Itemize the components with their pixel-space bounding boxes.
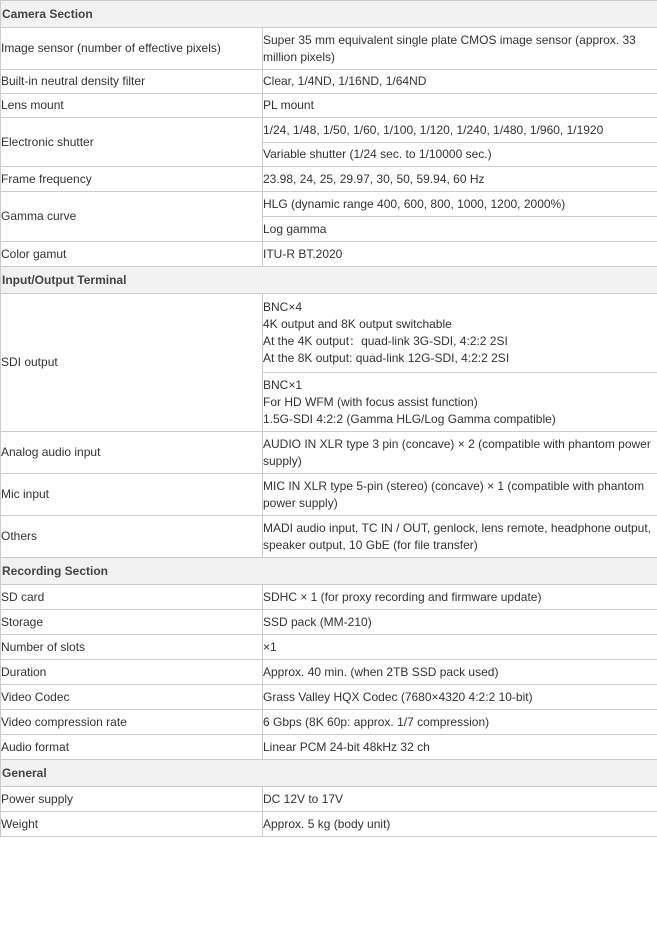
spec-value: Approx. 40 min. (when 2TB SSD pack used) [263,660,657,685]
table-row [1,610,657,635]
spec-value: Approx. 5 kg (body unit) [263,812,657,837]
spec-value: AUDIO IN XLR type 3 pin (concave) × 2 (compatible with phantom power supply) [263,432,657,474]
spec-line: For HD WFM (with focus assist function) [263,394,478,409]
spec-label: Others [1,516,263,558]
spec-value: SSD pack (MM-210) [263,610,657,635]
table-row [1,585,657,610]
spec-value: Linear PCM 24-bit 48kHz 32 ch [263,735,657,760]
spec-line: BNC×4 [263,300,303,314]
spec-label: Frame frequency [1,167,263,192]
table-row [1,735,657,760]
table-row [1,70,657,94]
table-row [1,787,657,812]
spec-value: 1/24, 1/48, 1/50, 1/60, 1/100, 1/120, 1/240, 1/480, 1/960, 1/1920 [263,118,657,143]
table-row [1,474,657,516]
spec-value: Log gamma [263,217,657,242]
spec-label: Audio format [1,735,263,760]
table-row [1,635,657,660]
section-title: Input/Output Terminal [1,267,657,294]
table-row [1,94,657,118]
spec-value-sdi-block1 [263,294,657,373]
spec-value: Clear, 1/4ND, 1/16ND, 1/64ND [263,70,657,94]
spec-label: Electronic shutter [1,118,263,167]
table-row [1,167,657,192]
spec-value: SDHC × 1 (for proxy recording and firmware update) [263,585,657,610]
spec-label: Weight [1,812,263,837]
spec-line: 4K output and 8K output switchable [263,317,452,331]
spec-value: MIC IN XLR type 5-pin (stereo) (concave) × 1 (compatible with phantom power supply) [263,474,657,516]
table-row [1,432,657,474]
section-header-camera [1,1,657,28]
spec-value: 6 Gbps (8K 60p: approx. 1/7 compression) [263,710,657,735]
spec-label: Video compression rate [1,710,263,735]
spec-value: PL mount [263,94,657,118]
spec-line: BNC×1 [263,377,303,392]
section-header-recording [1,558,657,585]
spec-value: DC 12V to 17V [263,787,657,812]
table-row [1,192,657,217]
table-row [1,812,657,837]
section-title: Camera Section [1,1,657,28]
spec-label: Power supply [1,787,263,812]
spec-value: HLG (dynamic range 400, 600, 800, 1000, 1200, 2000%) [263,192,657,217]
spec-label: Image sensor (number of effective pixels) [1,28,263,70]
spec-value: 23.98, 24, 25, 29.97, 30, 50, 59.94, 60 Hz [263,167,657,192]
table-row [1,516,657,558]
spec-label: SD card [1,585,263,610]
table-row [1,294,657,373]
table-row [1,28,657,70]
spec-label: Mic input [1,474,263,516]
spec-label: Analog audio input [1,432,263,474]
spec-value: ITU-R BT.2020 [263,242,657,267]
spec-label: Storage [1,610,263,635]
spec-value: Super 35 mm equivalent single plate CMOS image sensor (approx. 33 million pixels) [263,28,657,70]
spec-label: Number of slots [1,635,263,660]
table-row [1,685,657,710]
section-title: General [1,760,657,787]
spec-label: Color gamut [1,242,263,267]
spec-label: SDI output [1,294,263,432]
table-row [1,242,657,267]
table-row [1,660,657,685]
spec-label: Duration [1,660,263,685]
table-row [1,118,657,143]
spec-value: MADI audio input, TC IN / OUT, genlock, lens remote, headphone output, speaker output, 10 GbE (for file transfer) [263,516,657,558]
spec-line: At the 8K output: quad-link 12G-SDI, 4:2:2 2SI [263,351,510,365]
spec-value: ×1 [263,635,657,660]
spec-label: Gamma curve [1,192,263,242]
spec-label: Lens mount [1,94,263,118]
table-row [1,710,657,735]
section-header-general [1,760,657,787]
spec-value: Variable shutter (1/24 sec. to 1/10000 sec.) [263,143,657,167]
spec-label: Built-in neutral density filter [1,70,263,94]
spec-line: At the 4K output：quad-link 3G-SDI, 4:2:2 2SI [263,334,508,348]
spec-value: Grass Valley HQX Codec (7680×4320 4:2:2 10-bit) [263,685,657,710]
spec-label: Video Codec [1,685,263,710]
spec-value-sdi-block2 [263,373,657,432]
section-title: Recording Section [1,558,657,585]
spec-line: 1.5G-SDI 4:2:2 (Gamma HLG/Log Gamma compatible) [263,411,556,426]
section-header-io [1,267,657,294]
